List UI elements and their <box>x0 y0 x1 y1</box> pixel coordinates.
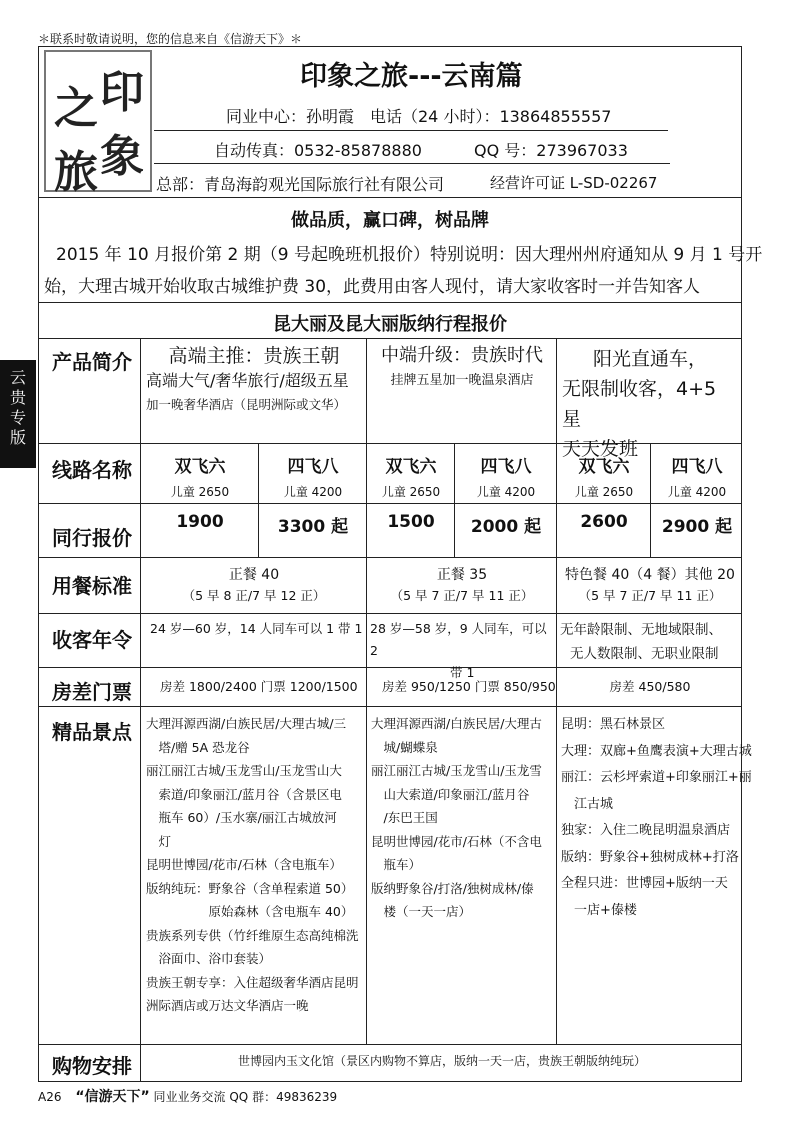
child-price: 儿童 2650 <box>574 485 634 499</box>
sight-line: 丽江丽江古城/玉龙雪山/玉龙雪 <box>371 763 542 778</box>
sight-line: 独家：入住二晚昆明温泉酒店 <box>561 823 731 838</box>
row-label-room: 房差门票 <box>52 680 132 704</box>
sight-line: 索道/印象丽江/蓝月谷（含景区电 <box>146 786 342 802</box>
route-name: 双飞六 <box>174 457 226 477</box>
sight-line: 山大索道/印象丽江/蓝月谷 <box>371 786 530 802</box>
fax-line: 自动传真：0532-85878880 <box>214 141 422 160</box>
sight-line: 大理：双廊+鱼鹰表演+大理古城 <box>561 743 752 759</box>
license-line: 经营许可证 L-SD-02267 <box>490 174 658 192</box>
sight-line: 塔/赠 5A 恐龙谷 <box>146 739 250 755</box>
sight-line: 昆明世博园/花市/石林（含电瓶车） <box>146 857 342 872</box>
logo-char-xiang: 象 <box>100 131 144 182</box>
meal-p1 <box>142 564 366 606</box>
notice-line-2: 始，大理古城开始收取古城维护费 30，此费用由客人现付，请大家收客时一并告知客人 <box>44 277 701 297</box>
row-label-age: 收客年令 <box>52 628 132 652</box>
product-1-intro <box>146 344 362 415</box>
page-title: 印象之旅---云南篇 <box>300 61 523 92</box>
meal-detail: （5 早 8 正/7 早 12 正） <box>182 588 326 603</box>
sight-line: 洲际酒店或万达文华酒店一晚 <box>146 998 309 1013</box>
route-name: 双飞六 <box>578 457 630 477</box>
price-p1-r2: 3300 起 <box>277 517 349 537</box>
sight-line: 一店+傣楼 <box>561 902 637 918</box>
meal-detail: （5 早 7 正/7 早 11 正） <box>578 588 722 603</box>
meal-standard: 正餐 40 <box>228 567 280 583</box>
route-p3-r1 <box>558 452 650 500</box>
product-3-intro-line: 天天发班 <box>562 438 639 460</box>
product-2-intro-line: 挂牌五星加一晚温泉酒店 <box>390 373 534 388</box>
sight-line: 瓶车） <box>371 857 422 872</box>
sight-line: 昆明：黑石林景区 <box>561 717 666 732</box>
sight-line: 浴面巾、浴巾套装） <box>146 951 272 966</box>
sight-line: 贵族系列专供（竹纤维原生态高纯棉洗 <box>146 927 359 943</box>
age-p1 <box>150 618 364 639</box>
sight-line: 版纳纯玩：野象谷（含单程索道 50） <box>146 880 354 896</box>
side-tab-char: 云 <box>9 368 26 387</box>
sights-p3 <box>561 712 752 924</box>
sight-line: 城/蝴蝶泉 <box>371 739 438 755</box>
sight-line: 大理洱源西湖/白族民居/大理古城/三 <box>146 716 347 731</box>
contact-line: 同业中心：孙明霞 电话（24 小时）：13864855557 <box>226 107 612 126</box>
row-label-intro: 产品简介 <box>52 350 132 374</box>
side-tab-char: 贵 <box>9 388 26 407</box>
product-1-intro-title: 高端主推：贵族王朝 <box>168 345 340 367</box>
age-rule: 28 岁—58 岁，9 人同车，可以 2 <box>370 621 547 658</box>
product-1-intro-line: 高端大气/奢华旅行/超级五星 <box>146 371 349 390</box>
sight-line: 全程只进：世博园+版纳一天 <box>561 876 728 891</box>
sights-p1 <box>146 712 364 1018</box>
row-label-meal: 用餐标准 <box>52 574 132 598</box>
footer-qq-group: 同业业务交流 QQ 群：49836239 <box>153 1090 338 1104</box>
child-price: 儿童 4200 <box>667 485 727 499</box>
route-name: 四飞八 <box>480 457 532 477</box>
row-label-route-name: 线路名称 <box>52 458 132 482</box>
footer-brand: “信游天下” <box>75 1089 150 1105</box>
sight-line: 灯 <box>146 833 172 849</box>
sight-line: 贵族王朝专享：入住超级奢华酒店昆明 <box>146 974 359 990</box>
footer <box>38 1086 337 1106</box>
room-p3: 房差 450/580 <box>609 679 691 694</box>
sight-line: 丽江：云杉坪索道+印象丽江+丽 <box>561 770 752 785</box>
sight-line: 版纳野象谷/打洛/独树成林/傣 <box>371 880 534 896</box>
sight-line: 大理洱源西湖/白族民居/大理古 <box>371 716 542 731</box>
product-3-intro <box>562 344 738 464</box>
side-tab-char: 专 <box>9 408 26 427</box>
row-label-price: 同行报价 <box>52 526 132 550</box>
sight-line: 原始森林（含电瓶车 40） <box>146 904 354 919</box>
notice-line-1: 2015 年 10 月报价第 2 期（9 号起晚班机报价）特别说明：因大理州州府通知从 9 月 1 号开 <box>56 245 763 265</box>
sight-line: 版纳：野象谷+独树成林+打洛 <box>561 849 739 865</box>
age-rule: 无年龄限制、无地域限制、 <box>560 622 722 638</box>
product-3-intro-line: 无限制收客，4+5 星 <box>562 378 717 430</box>
row-label-sights: 精品景点 <box>52 720 132 744</box>
age-rule: 24 岁—60 岁，14 人同车可以 1 带 1 <box>150 621 363 636</box>
meal-standard: 特色餐 40（4 餐）其他 20 <box>565 567 735 583</box>
age-p3 <box>560 618 740 666</box>
route-p2-r1 <box>368 452 454 500</box>
age-rule: 无人数限制、无职业限制 <box>570 646 719 662</box>
sight-line: 楼（一天一店） <box>371 904 472 919</box>
child-price: 儿童 4200 <box>476 485 536 499</box>
child-price: 儿童 2650 <box>381 485 441 499</box>
top-note: ＊联系时敬请说明，您的信息来自《信游天下》＊ <box>38 32 303 46</box>
side-tab-char: 版 <box>9 428 26 447</box>
sight-line: 瓶车 60）/玉水寨/丽江古城放河 <box>146 810 337 825</box>
price-p2-r1: 1500 <box>387 512 435 532</box>
product-2-intro-title: 中端升级：贵族时代 <box>381 345 543 366</box>
qq-line: QQ 号：273967033 <box>474 141 628 160</box>
route-name: 四飞八 <box>671 457 723 477</box>
sight-line: /东巴王国 <box>371 810 438 825</box>
room-p2: 房差 950/1250 门票 850/950 <box>382 679 556 694</box>
price-p3-r1: 2600 <box>580 512 628 532</box>
price-p1-r1: 1900 <box>176 512 224 532</box>
shopping-info: 世博园内玉文化馆（景区内购物不算店，版纳一天一店，贵族王朝版纳纯玩） <box>237 1054 646 1068</box>
sight-line: 丽江丽江古城/玉龙雪山/玉龙雪山大 <box>146 763 342 778</box>
slogan: 做品质，赢口碑，树品牌 <box>291 210 489 231</box>
route-p1-r1 <box>142 452 258 500</box>
route-name: 双飞六 <box>385 457 437 477</box>
price-p3-r2: 2900 起 <box>661 517 733 537</box>
route-p2-r2 <box>456 452 556 500</box>
room-p1: 房差 1800/2400 门票 1200/1500 <box>160 679 358 694</box>
logo-char-lv: 旅 <box>54 147 98 198</box>
meal-detail: （5 早 7 正/7 早 11 正） <box>390 588 534 603</box>
region-side-tab <box>0 360 36 468</box>
hq-line: 总部：青岛海韵观光国际旅行社有限公司 <box>156 175 445 194</box>
route-name: 四飞八 <box>287 457 339 477</box>
route-p3-r2 <box>652 452 742 500</box>
row-label-shopping: 购物安排 <box>52 1054 132 1078</box>
meal-p3 <box>558 564 742 606</box>
meal-standard: 正餐 35 <box>436 567 488 583</box>
company-logo <box>44 50 152 198</box>
sight-line: 昆明世博园/花市/石林（不含电 <box>371 833 542 849</box>
sights-p2 <box>371 712 555 924</box>
product-2-intro <box>372 344 552 394</box>
age-p2 <box>370 618 554 684</box>
child-price: 儿童 4200 <box>283 485 343 499</box>
logo-char-zhi: 之 <box>54 83 98 134</box>
meal-p2 <box>368 564 556 606</box>
product-1-intro-line: 加一晚奢华酒店（昆明洲际或文华） <box>146 397 347 412</box>
age-rule: 带 1 <box>450 665 475 680</box>
page-number: A26 <box>38 1090 62 1104</box>
logo-char-yin: 印 <box>100 67 144 118</box>
route-table-title: 昆大丽及昆大丽版纳行程报价 <box>273 314 507 335</box>
sight-line: 江古城 <box>561 796 614 812</box>
price-p2-r2: 2000 起 <box>470 517 542 537</box>
child-price: 儿童 2650 <box>170 485 230 499</box>
route-p1-r2 <box>260 452 366 500</box>
product-3-intro-title: 阳光直通车， <box>592 348 707 370</box>
